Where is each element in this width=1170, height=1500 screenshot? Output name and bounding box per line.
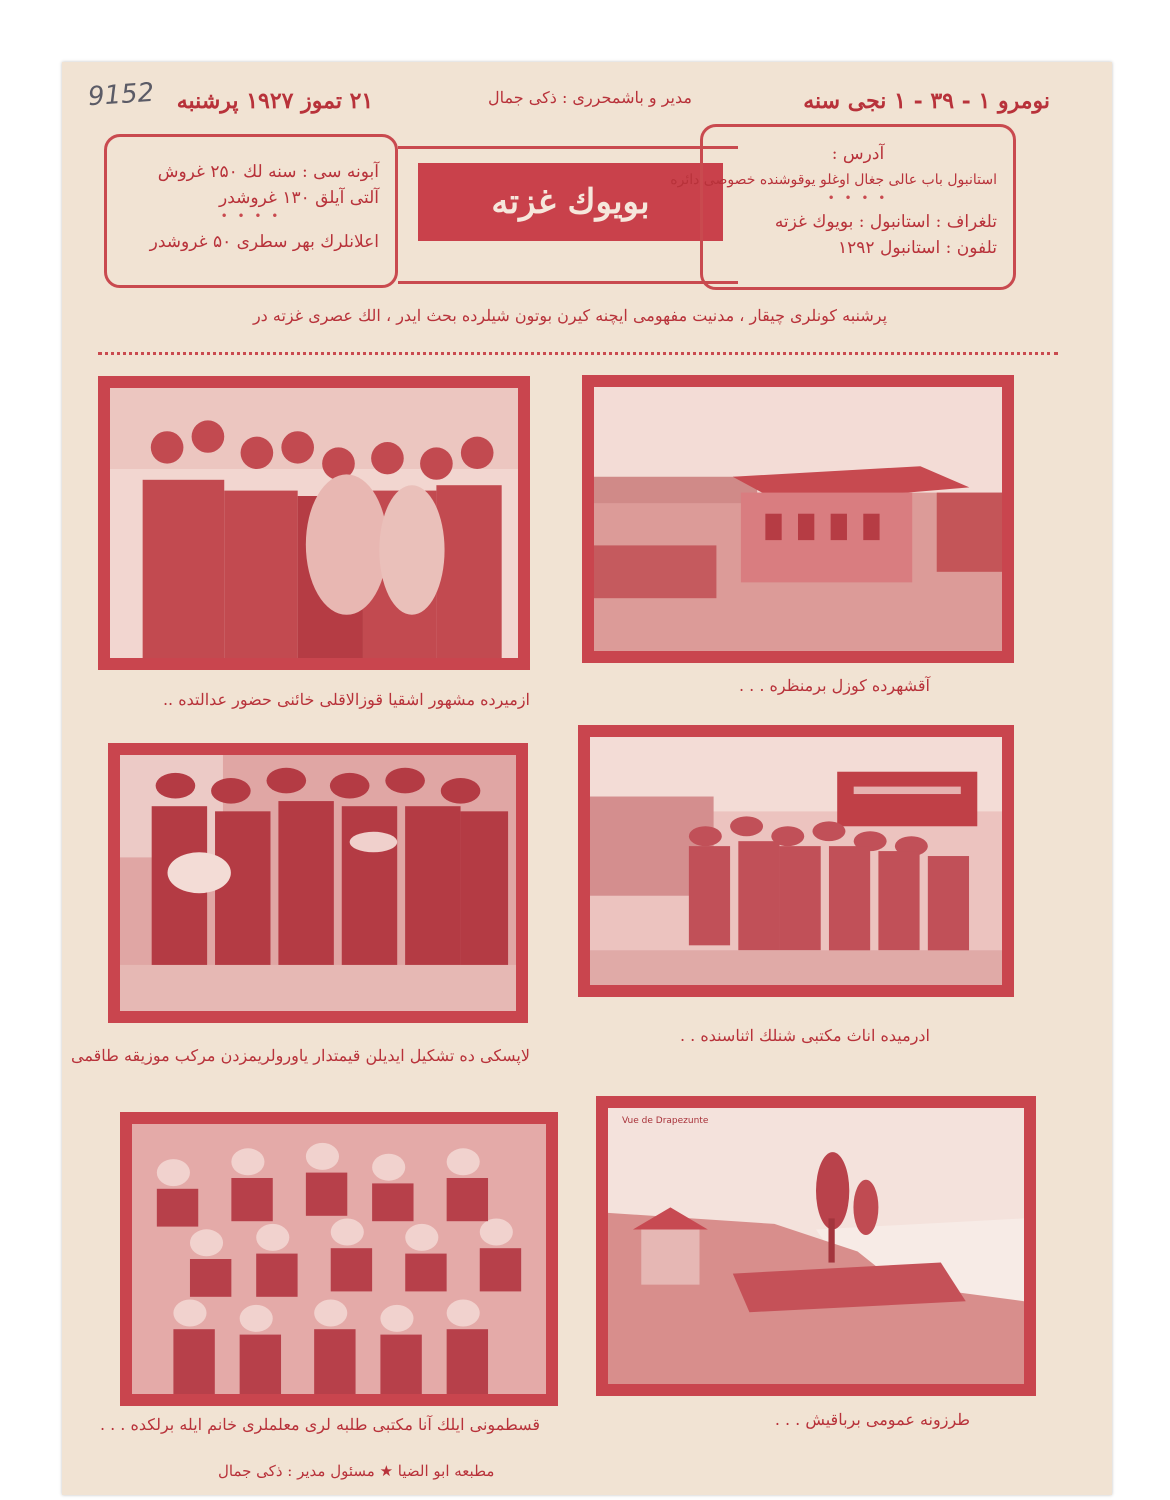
ad-rate: اعلانلرك بهر سطری ۵۰ غروشدر: [149, 232, 379, 252]
header-rule: [98, 352, 1058, 355]
caption-schoolgirls: قسطمونی ایلك آنا مکتبی طلبه لری معلملری خانم ایله برلکده . . .: [99, 1415, 540, 1434]
divider: • • • •: [827, 191, 889, 205]
archive-mark: 9152: [87, 77, 156, 113]
photo-school-festival: [578, 725, 1014, 997]
divider: • • • •: [220, 209, 282, 223]
photo-schoolgirls: [120, 1112, 558, 1406]
caption-aksehir: آقشهرده کوزل برمنظره . . .: [738, 676, 930, 695]
address-street: استانبول باب عالی جغال اوغلو یوقوشنده خصوصی دائره: [670, 172, 997, 188]
address-label: آدرس :: [831, 144, 885, 164]
photo-festival-image: [590, 737, 1002, 985]
caption-school-festival: ادرمیده اناث مکتبی شنلك اثناسنده . .: [679, 1026, 930, 1045]
photo-crowd-image: [110, 388, 518, 658]
photo-landscape-image: [594, 387, 1002, 651]
footer-imprint: مطبعه ابو الضیا ★ مسئول مدیر : ذکی جمال: [218, 1462, 495, 1480]
address-box: [670, 124, 1016, 290]
photo-band: [108, 743, 528, 1023]
masthead-title: بویوك غزته: [418, 163, 723, 241]
photo-inset-label: Vue de Drapezunte: [622, 1116, 709, 1126]
subscription-box: [104, 134, 398, 288]
caption-trabzon: طرزونه عمومی برباقیش . . .: [774, 1410, 970, 1429]
tagline: پرشنبه کونلری چیقار ، مدنیت مفهومی ایچنه کیرن بوتون شیلرده بحث ایدر ، الك عصری غزته در: [252, 306, 888, 325]
subscription-six-month: آلتی آیلق ۱۳۰ غروشدر: [219, 188, 379, 208]
photo-aksehir: [582, 375, 1014, 663]
photo-trabzon-image: [608, 1108, 1024, 1384]
photo-trabzon: [596, 1096, 1036, 1396]
issue-date: ۲۱ تموز ۱۹۲۷ پرشنبه: [176, 88, 374, 114]
subscription-annual: آبونه سی : سنه لك ۲۵۰ غروش: [157, 162, 379, 182]
issue-number: نومرو ۱ - ۳۹ - ۱ نجی سنه: [803, 88, 1050, 114]
caption-band: لاپسکی ده تشکیل ایدیلن قیمتدار یاورولریمزدن مرکب موزیقه طاقمی: [71, 1046, 530, 1065]
photo-band-image: [120, 755, 516, 1011]
telegraph-address: تلغراف : استانبول : بویوك غزته: [774, 212, 997, 232]
photo-trial: [98, 376, 530, 670]
caption-trial: ازمیرده مشهور اشقیا قوزالاقلی خائنی حضور عدالتده ..: [162, 690, 530, 709]
photo-children-image: [132, 1124, 546, 1394]
telephone-number: تلفون : استانبول ۱۲۹۲: [838, 238, 997, 258]
editor-line: مدیر و باشمحرری : ذکی جمال: [488, 88, 692, 107]
